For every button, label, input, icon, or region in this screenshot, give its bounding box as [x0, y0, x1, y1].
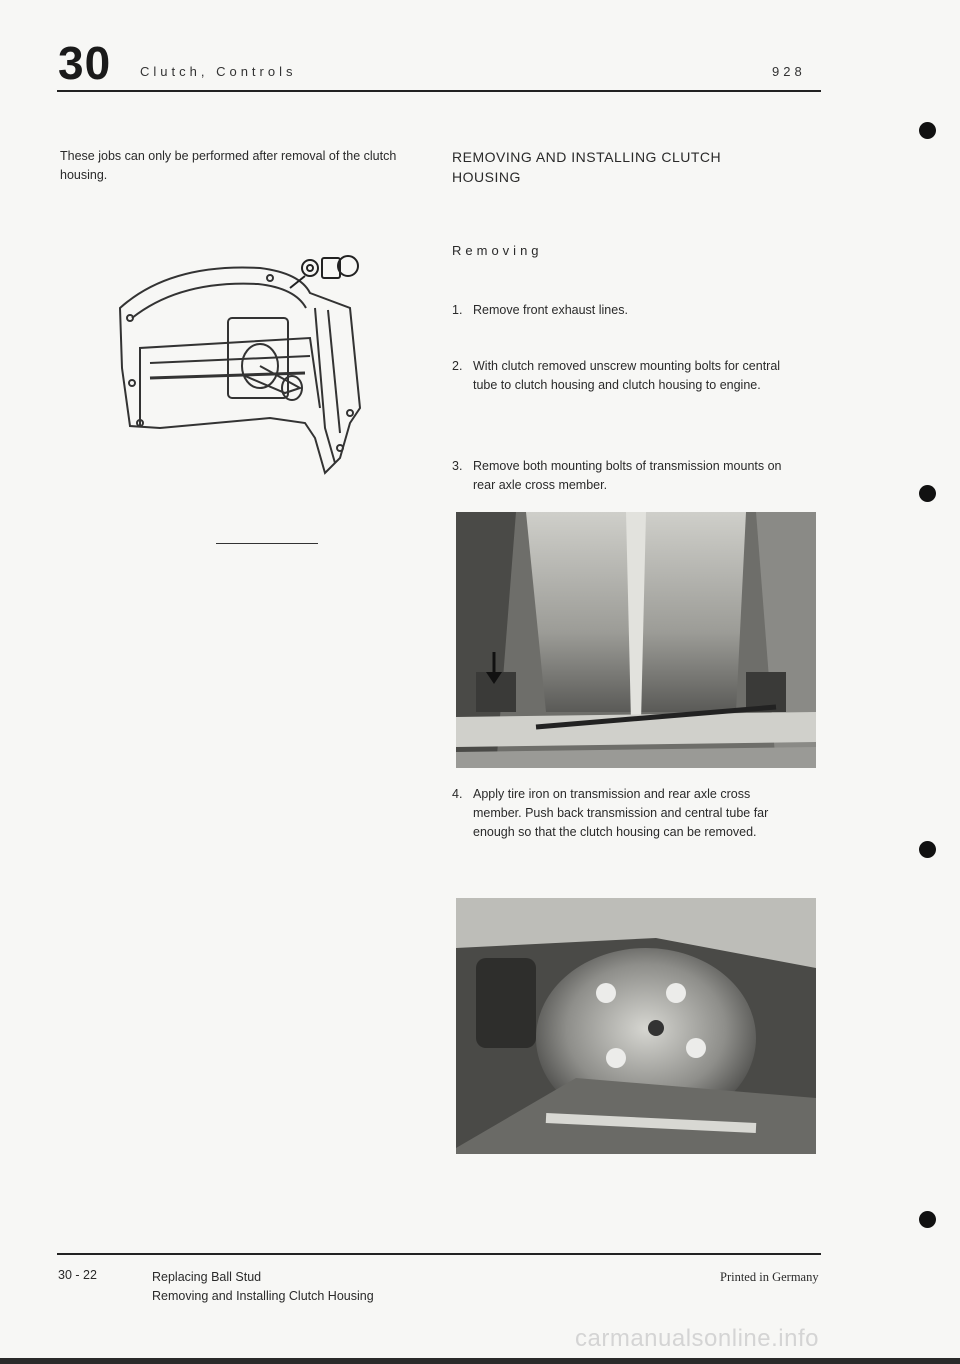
step-number: 1.: [452, 303, 463, 317]
footer-reference-line: Removing and Installing Clutch Housing: [152, 1289, 374, 1303]
section-title: REMOVING AND INSTALLING CLUTCH HOUSING: [452, 149, 722, 185]
header-rule: [57, 90, 821, 92]
step-text: With clutch removed unscrew mounting bolts for central tube to clutch housing and clutch housing to engine.: [473, 359, 781, 392]
margin-punch-mark: [919, 122, 936, 139]
margin-punch-mark: [919, 485, 936, 502]
footer-reference-line: Replacing Ball Stud: [152, 1270, 262, 1284]
step-number: 2.: [452, 359, 463, 373]
step-number: 4.: [452, 787, 463, 801]
step-4: [452, 785, 802, 842]
clutch-housing-photo: [456, 898, 816, 1154]
watermark: carmanualsonline.info: [575, 1325, 819, 1352]
step-text: Apply tire iron on transmission and rear axle cross member. Push back transmission and central tube far enough so that the clutch housing can be removed.: [473, 787, 769, 839]
clutch-housing-illustration: [110, 248, 380, 488]
model-number: 928: [772, 64, 806, 79]
section-subtitle: Removing: [452, 243, 543, 258]
transmission-mounts-photo: [456, 512, 816, 768]
footer-rule: [57, 1253, 821, 1255]
step-text: Remove both mounting bolts of transmission mounts on rear axle cross member.: [473, 459, 782, 492]
step-number: 3.: [452, 459, 463, 473]
step-3: [452, 457, 802, 495]
page-number: 30 - 22: [58, 1268, 97, 1282]
step-1: [452, 301, 802, 320]
step-text: Remove front exhaust lines.: [473, 303, 628, 317]
printed-in: Printed in Germany: [720, 1270, 819, 1284]
section-divider: [216, 543, 318, 544]
chapter-title: Clutch, Controls: [140, 64, 297, 79]
footer-reference: [152, 1268, 374, 1306]
bottom-bar: [0, 1358, 960, 1364]
left-note: These jobs can only be performed after removal of the clutch housing.: [60, 149, 397, 182]
step-2: [452, 357, 802, 395]
margin-punch-mark: [919, 841, 936, 858]
chapter-number: 30: [58, 37, 112, 89]
margin-punch-mark: [919, 1211, 936, 1228]
